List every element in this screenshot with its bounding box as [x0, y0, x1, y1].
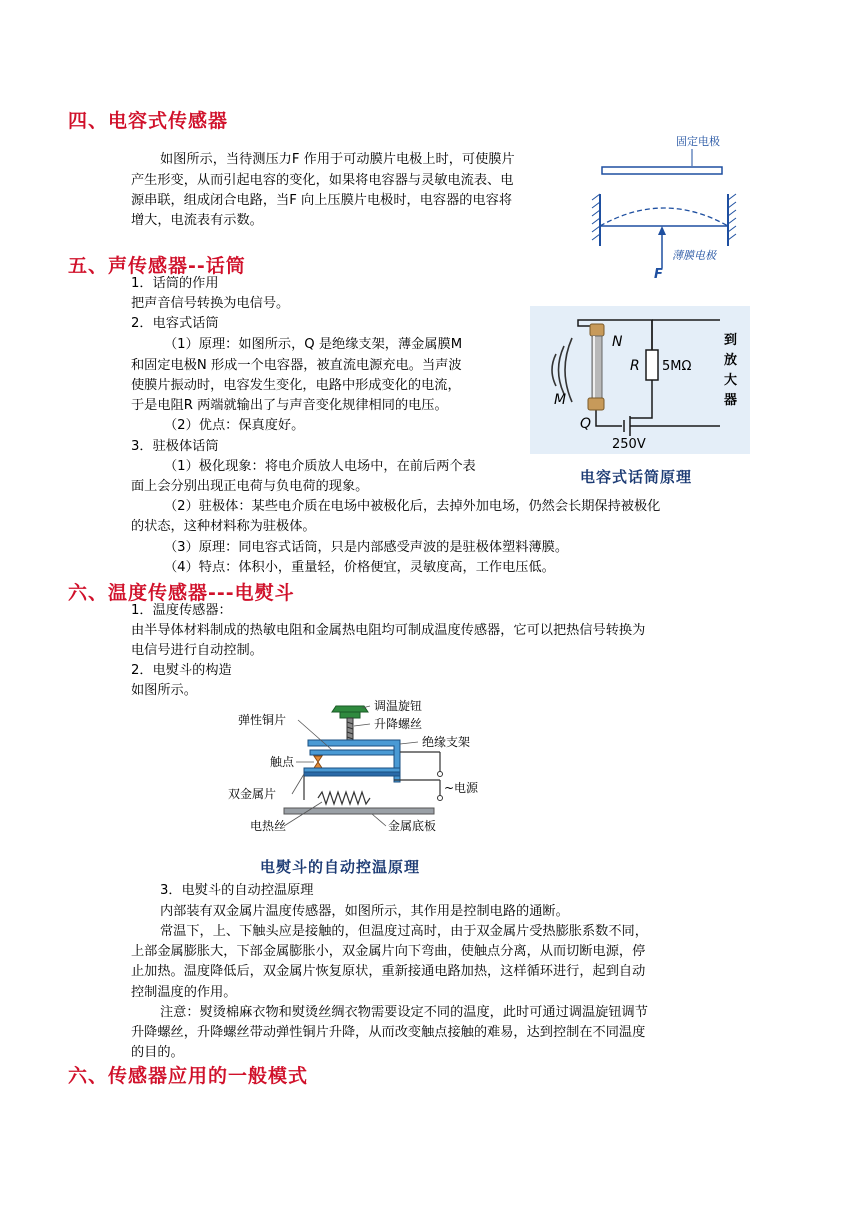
paragraph-line: 如图所示，当待测压力F 作用于可动膜片电极上时，可使膜片 [160, 152, 515, 167]
paragraph-line: 内部装有双金属片温度传感器，如图所示，其作用是控制电路的通断。 [160, 904, 569, 919]
label-r: R [630, 358, 640, 374]
item-text: 如图所示。 [131, 683, 197, 698]
fixed-electrode-plate [602, 167, 722, 174]
to-amplifier-label: 到 [724, 333, 738, 348]
paragraph-line: （1）极化现象：将电介质放人电场中，在前后两个表 [164, 459, 476, 474]
item-title: 2．电容式话筒 [131, 316, 219, 331]
paragraph-line: 的状态，这种材料称为驻极体。 [131, 519, 316, 534]
to-amplifier-label: 大 [724, 373, 738, 388]
power-terminal [438, 772, 443, 777]
to-amplifier-label: 放 [724, 353, 738, 368]
item-text: 把声音信号转换为电信号。 [131, 296, 290, 311]
paragraph-line: 由半导体材料制成的热敏电阻和金属热电阻均可制成温度传感器，它可以把热信号转换为 [131, 623, 646, 638]
section-heading-temperature-sensor: 六、温度传感器---电熨斗 [68, 582, 295, 604]
to-amplifier-label: 器 [724, 393, 738, 408]
item-title: 1．话筒的作用 [131, 276, 219, 291]
insulating-support-q [588, 398, 604, 410]
label-q: Q [580, 416, 592, 432]
temperature-knob [332, 706, 368, 712]
resistance-value: 5MΩ [662, 359, 692, 374]
paragraph-line: 源串联，组成闭合电路，当F 向上压膜片电极时，电容器的电容将 [131, 193, 513, 208]
paragraph-line: （1）原理：如图所示，Q 是绝缘支架，薄金属膜M [164, 337, 463, 352]
section-heading-sensor-application-mode: 六、传感器应用的一般模式 [68, 1065, 309, 1087]
heating-coil [318, 792, 370, 804]
voltage-value: 250V [612, 437, 646, 452]
power-label: ~电源 [444, 781, 479, 795]
paragraph-line: （2）优点：保真度好。 [164, 418, 305, 433]
paragraph-line: 增大，电流表有示数。 [131, 213, 263, 228]
item-title: 2．电熨斗的构造 [131, 663, 232, 678]
paragraph-line: 升降螺丝，升降螺丝带动弹性铜片升降，从而改变触点接触的难易，达到控制在不同温度 [131, 1025, 646, 1040]
section-heading-capacitive-sensor: 四、电容式传感器 [68, 110, 229, 132]
label-m: M [554, 392, 567, 408]
item-title: 3．驻极体话筒 [131, 439, 219, 454]
section-heading-sound-sensor: 五、声传感器--话筒 [68, 255, 246, 277]
electric-iron-figure [222, 696, 502, 880]
paragraph-line: 注意：熨烫棉麻衣物和熨烫丝绸衣物需要设定不同的温度，此时可通过调温旋钮调节 [160, 1005, 648, 1020]
paragraph-line: （4）特点：体积小，重量轻，价格便宜，灵敏度高，工作电压低。 [164, 560, 555, 575]
base-label: 金属底板 [388, 819, 437, 833]
force-label: F [654, 267, 663, 280]
paragraph-line: （3）原理：同电容式话筒，只是内部感受声波的是驻极体塑料薄膜。 [164, 540, 569, 555]
capacitive-microphone-figure [530, 306, 750, 490]
power-terminal [438, 796, 443, 801]
metal-base-plate [284, 808, 434, 814]
resistor [646, 350, 658, 380]
knob-label: 调温旋钮 [374, 699, 423, 713]
paragraph-line: 止加热。温度降低后，双金属片恢复原状，重新接通电路加热，这样循环进行，起到自动 [131, 964, 646, 979]
microphone-figure-caption: 电容式话筒原理 [580, 468, 693, 486]
screw-label: 升降螺丝 [374, 717, 423, 731]
paragraph-line: 电信号进行自动控制。 [131, 643, 263, 658]
item-title: 3．电熨斗的自动控温原理 [160, 883, 314, 898]
bimetal-label: 双金属片 [228, 787, 277, 801]
film-electrode-deformed [600, 208, 728, 226]
film-electrode-label: 薄膜电极 [672, 249, 716, 262]
elastic-copper-strip [310, 750, 394, 755]
contact-lower [314, 762, 322, 768]
fixed-electrode-label: 固定电极 [676, 135, 720, 148]
support-label: 绝缘支架 [422, 735, 471, 749]
paragraph-line: 面上会分别出现正电荷与负电荷的现象。 [131, 479, 369, 494]
capacitive-sensor-figure [588, 128, 748, 280]
figure-background [530, 306, 750, 454]
contact-label: 触点 [270, 755, 295, 769]
paragraph-line: 于是电阻R 两端就输出了与声音变化规律相同的电压。 [131, 398, 448, 413]
force-arrowhead [658, 226, 666, 235]
paragraph-line: 的目的。 [131, 1045, 184, 1060]
mic-top-cap [590, 324, 604, 336]
paragraph-line: 产生形变，从而引起电容的变化，如果将电容器与灵敏电流表、电 [131, 173, 514, 188]
iron-figure-caption: 电熨斗的自动控温原理 [260, 858, 421, 876]
label-n: N [612, 334, 623, 350]
heater-label: 电热丝 [250, 819, 287, 833]
paragraph-line: 上部金属膨胀大，下部金属膨胀小，双金属片向下弯曲，使触点分离，从而切断电源，停 [131, 944, 646, 959]
item-title: 1．温度传感器： [131, 603, 232, 618]
paragraph-line: （2）驻极体：某些电介质在电场中被极化后，去掉外加电场，仍然会长期保持被极化 [164, 499, 661, 514]
paragraph-line: 控制温度的作用。 [131, 985, 237, 1000]
paragraph-line: 使膜片振动时，电容发生变化，电路中形成变化的电流， [131, 378, 461, 393]
bimetallic-strip [304, 768, 400, 772]
paragraph-line: 常温下，上、下触头应是接触的，但温度过高时，由于双金属片受热膨胀系数不同， [160, 924, 648, 939]
copper-strip-label: 弹性铜片 [238, 713, 287, 727]
paragraph-line: 和固定电极N 形成一个电容器，被直流电源充电。当声波 [131, 358, 462, 373]
